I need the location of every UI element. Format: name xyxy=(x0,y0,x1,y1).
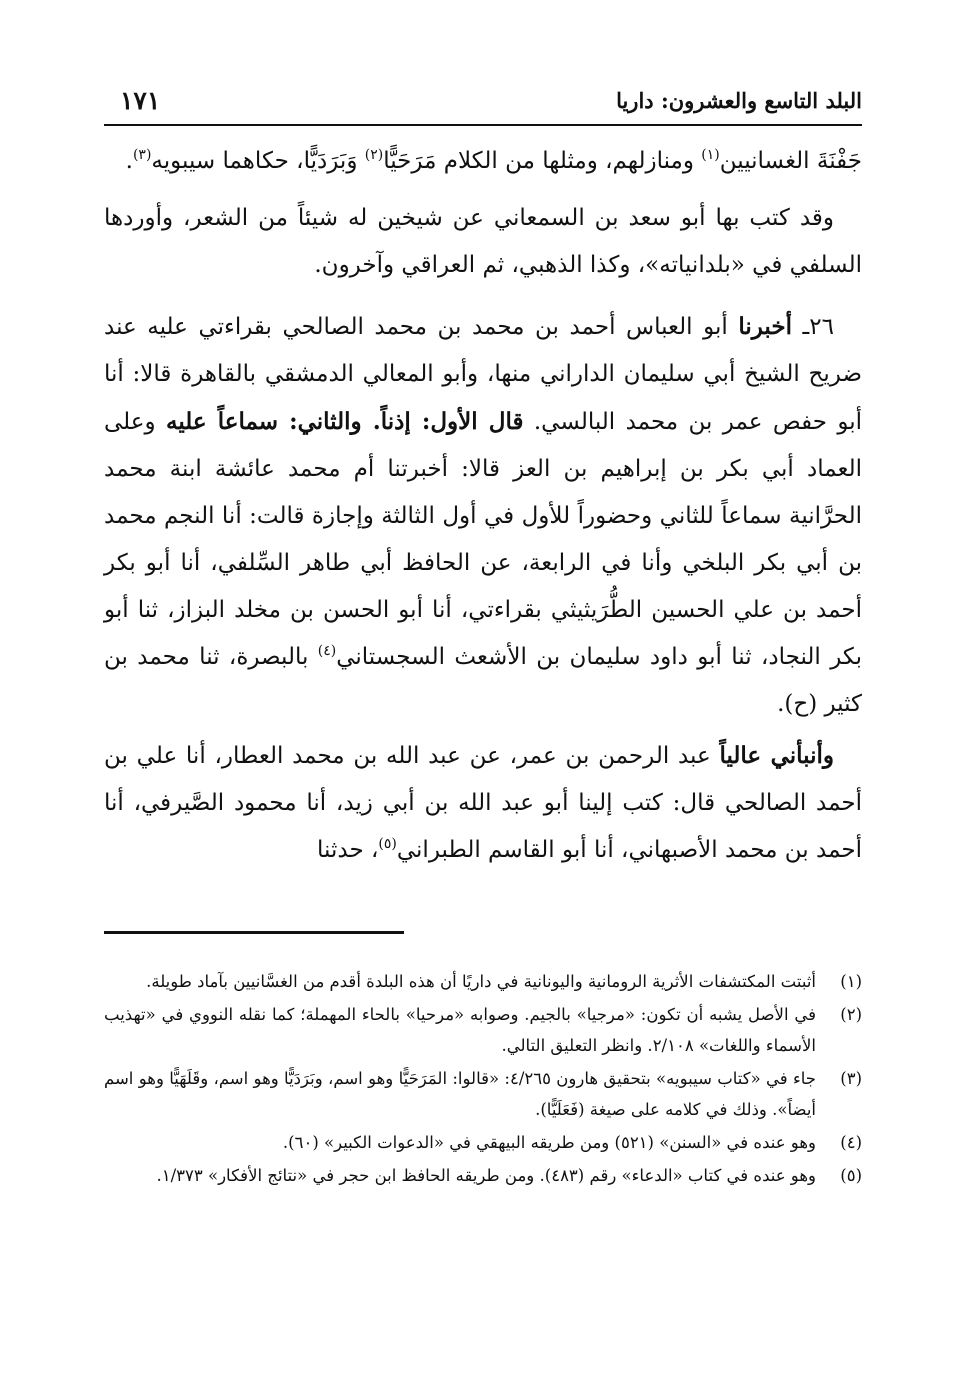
text-run: جَفْنَةَ الغسانيين xyxy=(719,148,862,174)
footnote-mark: (٢) xyxy=(840,1005,862,1024)
footnote-ref: (٣) xyxy=(132,147,152,163)
main-text xyxy=(104,138,862,874)
footnote-text: وهو عنده في كتاب «الدعاء» رقم (٤٨٣). ومن طريقه الحافظ ابن حجر في «نتائج الأفكار» ١/٣٧٣. xyxy=(156,1166,816,1185)
bold-lead: وأنبأني عالياً xyxy=(719,742,834,769)
footnote-mark: (٥) xyxy=(840,1166,862,1185)
text-run: . xyxy=(125,148,133,174)
footnote-text: وهو عنده في «السنن» (٥٢١) ومن طريقه البيهقي في «الدعوات الكبير» (٦٠). xyxy=(282,1133,816,1152)
footnote-ref: (٥) xyxy=(378,836,397,852)
footnotes xyxy=(104,966,862,1193)
text-run: ، حدثنا xyxy=(317,837,379,863)
running-title: البلد التاسع والعشرون: داريا xyxy=(616,88,862,113)
page-header xyxy=(104,88,862,122)
text-run: أبو العباس أحمد بن محمد بن محمد الصالحي بقراءتي عليه عند ضريح الشيخ أبي سليمان الداراني منها، وأبو المعالي الدمشقي بالقاهرة قالا: أنا أبو حفص عمر بن محمد البالسي. xyxy=(104,314,862,435)
text-run: ومنازلهم، ومثلها من الكلام مَرَحَيًّا xyxy=(383,148,702,174)
footnote-mark: (١) xyxy=(840,972,862,991)
hadith-number: ٢٦ـ xyxy=(802,314,835,340)
hadith-paragraph xyxy=(104,303,862,728)
footnote-text: أثبتت المكتشفات الأثرية الرومانية واليونانية في داريًا أن هذه البلدة أقدم من الغسَّانيين بآماد طويلة. xyxy=(146,972,816,991)
text-run: وَبَرَدَيًّا، حكاهما سيبويه xyxy=(151,148,365,174)
bold-lead: أخبرنا xyxy=(738,313,792,340)
footnote-rule xyxy=(104,931,404,934)
footnote xyxy=(104,1160,862,1191)
text-run: بالبصرة، ثنا محمد بن كثير (ح). xyxy=(104,644,862,717)
bold-phrase: قال الأول: إذناً. والثاني: سماعاً عليه xyxy=(166,408,524,435)
text-run: عبد الرحمن بن عمر، عن عبد الله بن محمد العطار، أنا علي بن أحمد الصالحي قال: كتب إلينا أبو عبد الله بن أبي زيد، أنا محمود الصَّيرفي، أنا أحمد بن محمد الأصبهاني، أنا أبو القاسم الطبراني xyxy=(104,743,862,863)
footnote-ref: (٤) xyxy=(317,643,337,659)
footnote-mark: (٤) xyxy=(840,1133,862,1152)
footnote xyxy=(104,1127,862,1158)
header-rule xyxy=(104,124,862,126)
footnote xyxy=(104,966,862,997)
paragraph-continuation xyxy=(104,138,862,185)
paragraph: وقد كتب بها أبو سعد بن السمعاني عن شيخين له شيئاً من الشعر، وأوردها السلفي في «بلدانياته»، وكذا الذهبي، ثم العراقي وآخرون. xyxy=(104,205,862,278)
book-page xyxy=(104,0,862,1382)
paragraph xyxy=(104,732,862,874)
text-run: وعلى العماد أبي بكر بن إبراهيم بن العز قالا: أخبرتنا أم محمد عائشة ابنة محمد الحرَّانية سماعاً للثاني وحضوراً للأول في أول الثالثة وإجازة قالت: أنا النجم محمد بن أبي بكر البلخي وأنا في الرابعة، عن الحافظ أبي طاهر السِّلفي، أنا أبو بكر أحمد بن علي الحسين الطُّرَيثيثي بقراءتي، أنا أبو الحسن بن مخلد البزاز، ثنا أبو بكر النجاد، ثنا أبو داود سليمان بن الأشعث السجستاني xyxy=(104,409,862,670)
footnote-ref: (٢) xyxy=(364,147,384,163)
footnote-text: في الأصل يشبه أن تكون: «مرجيا» بالجيم. وصوابه «مرحيا» بالحاء المهملة؛ كما نقله النووي في «تهذيب الأسماء واللغات» ٢/١٠٨. وانظر التعليق التالي. xyxy=(104,1005,816,1055)
footnote-mark: (٣) xyxy=(840,1069,862,1088)
footnote-text: جاء في «كتاب سيبويه» بتحقيق هارون ٤/٢٦٥: «قالوا: المَرَحَيًّا وهو اسم، وبَرَدَيًّا وهو اسم، وقَلَهَيًّا وهو اسم أيضاً». وذلك في كلامه على صيغة (فَعَلَيًّا). xyxy=(104,1069,816,1119)
page-number: ١٧١ xyxy=(120,86,161,115)
footnote xyxy=(104,1063,862,1125)
footnote xyxy=(104,999,862,1061)
footnote-ref: (١) xyxy=(701,147,720,163)
